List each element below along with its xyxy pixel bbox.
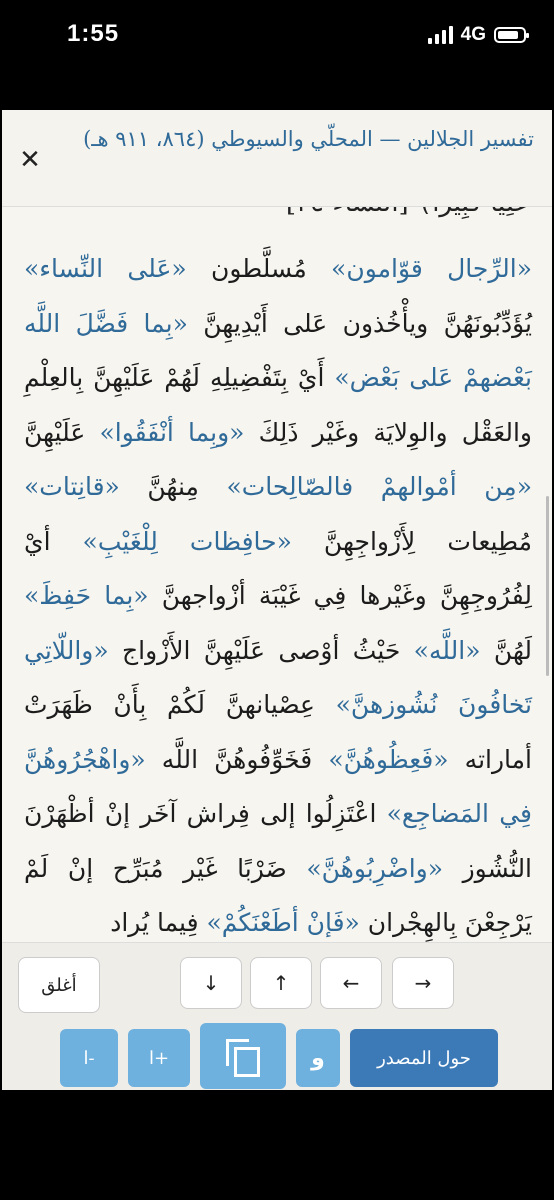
arrow-down-button[interactable]: ↓ bbox=[180, 957, 242, 1009]
battery-icon bbox=[494, 27, 526, 43]
commentary-text: فِيما يُراد bbox=[110, 908, 207, 937]
arrow-right-button[interactable]: → bbox=[392, 957, 454, 1009]
quran-phrase: «الرِّجال قوّامون» bbox=[331, 254, 532, 283]
status-time: 1:55 bbox=[67, 20, 120, 47]
arrow-left-button[interactable]: ← bbox=[320, 957, 382, 1009]
close-button[interactable]: أغلق bbox=[18, 957, 100, 1013]
scrollbar[interactable] bbox=[546, 496, 549, 676]
about-source-button[interactable]: حول المصدر bbox=[350, 1029, 498, 1087]
commentary-text: عَلَيْهِنَّ bbox=[24, 417, 100, 447]
font-decrease-button[interactable]: ا- bbox=[60, 1029, 118, 1087]
quran-phrase: «واهْجُرُوهُنَّ فِي المَضاجِع» bbox=[24, 744, 532, 828]
commentary-text: أَيْ بِتَفْضِيلِهِ لَهُمْ عَلَيْهِنَّ بِالعِلْمِ والعَقْل والوِلايَة وغَيْر ذَلِكَ bbox=[24, 363, 532, 447]
quran-phrase: «فَعِظُوهُنَّ» bbox=[328, 744, 449, 774]
commentary-text: ضَرْبًا غَيْر مُبَرِّح إنْ لَمْ يَرْجِعْنَ بِالهِجْران bbox=[24, 853, 532, 937]
quran-phrase: «حافِظات لِلْغَيْبِ» bbox=[82, 526, 292, 556]
arrow-up-button[interactable]: ↑ bbox=[250, 957, 312, 1009]
commentary-text: حَيْثُ أوْصى عَلَيْهِنَّ الأَزْواج bbox=[108, 635, 414, 665]
network-label: 4G bbox=[460, 24, 486, 45]
quran-phrase: «واللّاتِي تَخافُونَ نُشُوزهنَّ» bbox=[24, 635, 532, 719]
commentary-text: عِصْيانهنَّ لَكُمْ بِأَنْ ظَهَرَتْ أماراته bbox=[24, 690, 533, 774]
status-bar bbox=[0, 0, 554, 80]
status-icons bbox=[428, 24, 526, 46]
commentary-text: مُسلَّطون bbox=[186, 254, 332, 283]
close-icon[interactable]: ✕ bbox=[19, 145, 41, 175]
bottom-toolbar bbox=[2, 942, 552, 1091]
commentary-text: اعْتَزِلُوا إلى فِراش آخَر إنْ أظْهَرْنَ النُّشُوز bbox=[24, 799, 533, 883]
bottom-area bbox=[0, 1090, 554, 1200]
signal-icon bbox=[428, 26, 453, 44]
commentary-text: مِنهُنَّ bbox=[119, 472, 227, 501]
commentary-text: يُؤَدِّبُونَهُنَّ ويأْخُذون عَلى أَيْدِيهِنَّ bbox=[187, 308, 533, 338]
commentary-text: مُطِيعات لِأَزْواجِهِنَّ bbox=[291, 526, 532, 556]
commentary-text: فَخَوِّفُوهُنَّ اللَّه bbox=[145, 744, 329, 774]
quran-phrase: «بِما فَضَّلَ اللَّه بَعْضهمْ عَلى بَعْض» bbox=[24, 308, 532, 392]
quran-phrase: «فَإنْ أطَعْنَكُمْ» bbox=[206, 908, 360, 937]
commentary-text: لَهُنَّ bbox=[480, 635, 532, 665]
panel-header bbox=[2, 110, 552, 207]
highlight-icon[interactable]: و bbox=[296, 1029, 340, 1087]
quran-phrase: «واضْرِبُوهُنَّ» bbox=[306, 853, 444, 883]
quran-phrase: «اللَّه» bbox=[413, 635, 481, 665]
panel-title: تفسير الجلالين — المحلّي والسيوطي (٨٦٤، ٩١١ هـ) bbox=[83, 127, 534, 151]
copy-button[interactable] bbox=[200, 1023, 286, 1089]
tafsir-text bbox=[24, 242, 532, 951]
font-increase-button[interactable]: ا+ bbox=[128, 1029, 190, 1087]
quran-phrase: «قانِتات» bbox=[24, 472, 120, 501]
tafsir-content[interactable] bbox=[2, 206, 552, 942]
commentary-text: أيْ لِفُرُوجِهِنَّ وغَيْرها فِي غَيْبَة أزْواجهنَّ bbox=[24, 526, 532, 610]
quran-phrase: «عَلى النِّساء» bbox=[24, 254, 187, 283]
tafsir-panel bbox=[2, 110, 552, 1090]
quran-phrase: «بِما حَفِظَ» bbox=[24, 581, 149, 610]
copy-icon bbox=[226, 1039, 260, 1073]
quran-phrase: «مِن أمْوالهمْ فالصّالِحات» bbox=[226, 472, 532, 501]
quran-phrase: «وبِما أنْفَقُوا» bbox=[99, 417, 245, 447]
